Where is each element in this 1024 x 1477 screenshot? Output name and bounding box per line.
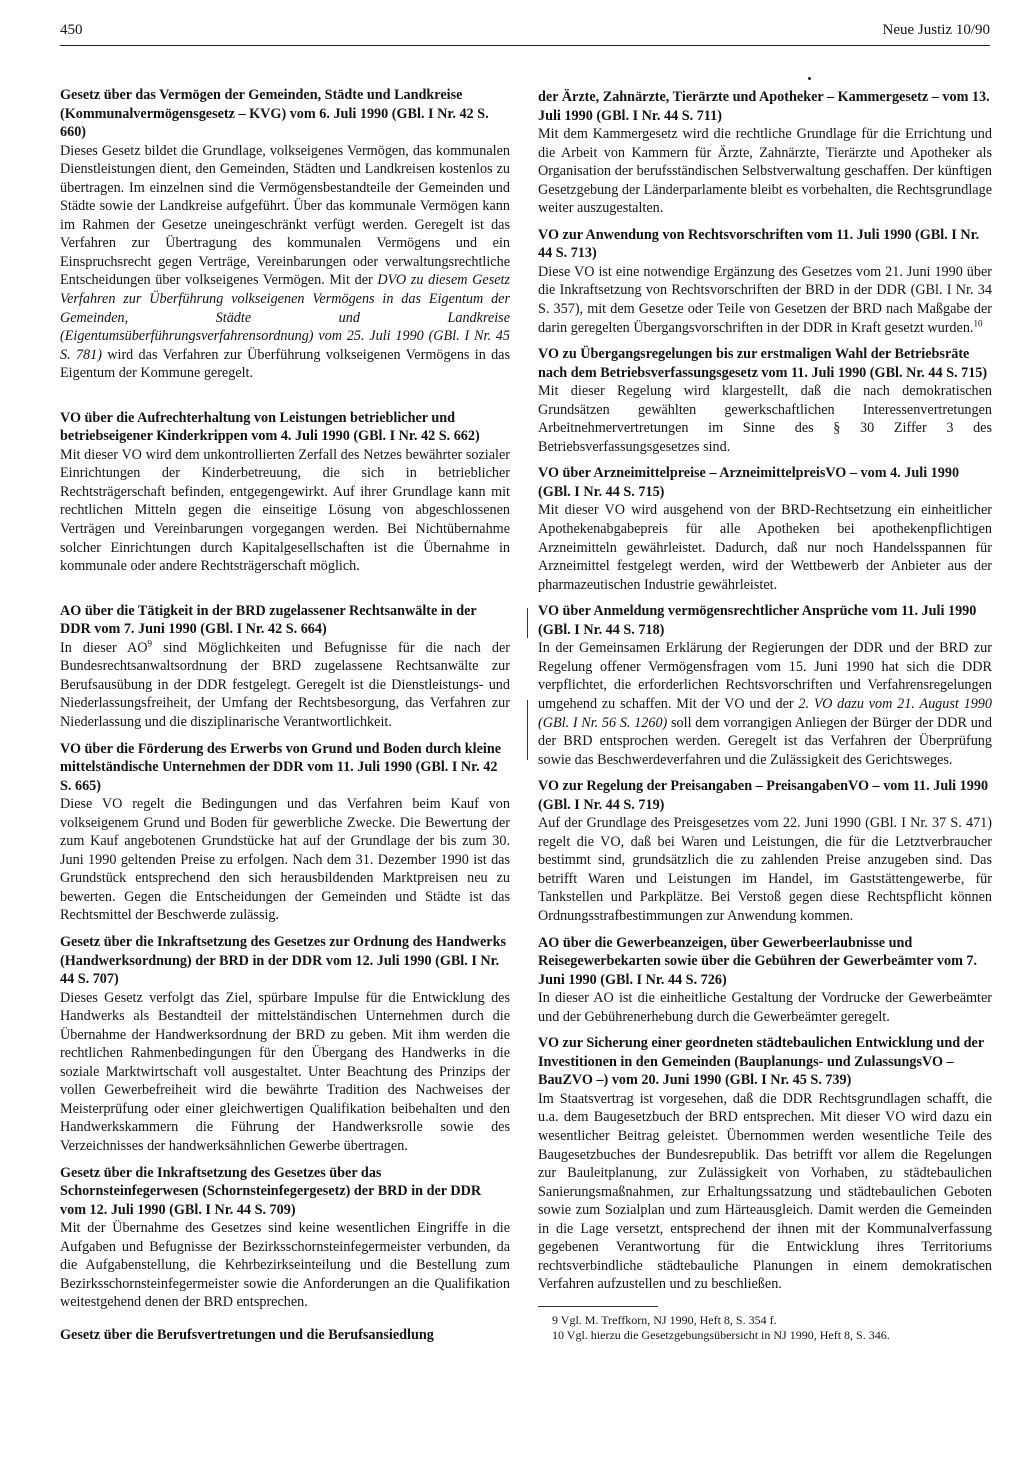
article-body: In der Gemeinsamen Erklärung der Regierungen der DDR und der BRD zur Regelung offener Vermögensfragen vom 15. Juni 1990 hat sich die DDR verpflichtet, die erforderlichen Rechtsvorschriften und Verfahrensregelungen umgehend zu schaffen. Mit der VO und der 2. VO dazu vom 21. August 1990 (GBl. I Nr. 56 S. 1260) soll dem vorrangigen Anliegen der Bürger der DDR und der BRD entsprochen werden. Geregelt ist das Verfahren der Überprüfung sowie das Beschwerdeverfahren und die Zulässigkeit des Gerichtsweges. (538, 640, 992, 768)
article-body: Mit dieser VO wird ausgehend von der BRD-Rechtsetzung ein einheitlicher Apothekenabgabepreis für alle Apotheken bei apothekenpflichtigen Arzneimitteln gewährleistet. Dadurch, daß nur noch Handelsspannen für Arzneimittel festgelegt werden, wird der Wettbewerb der Anbieter aus der pharmazeutischen Industrie gewährleistet. (538, 502, 992, 593)
page-number: 450 (60, 22, 83, 38)
article-heading: Gesetz über das Vermögen der Gemeinden, Städte und Landkreise (Kommunalvermögensgesetz – KVG) vom 6. Juli 1990 (GBl. I Nr. 42 S. 660) (60, 87, 489, 141)
article-arzneimittelpreise (538, 464, 992, 594)
footnotes (538, 1313, 992, 1343)
article-heading: AO über die Tätigkeit in der BRD zugelassener Rechtsanwälte in der DDR vom 7. Juni 1990 (GBl. I Nr. 42 S. 664) (60, 602, 477, 638)
article-kinderkrippen (60, 409, 510, 576)
article-handwerksordnung (60, 933, 510, 1156)
article-schornsteinfeger (60, 1164, 510, 1312)
running-header (60, 22, 990, 46)
article-rechtsvorschriften (538, 226, 992, 337)
article-body: Diese VO regelt die Bedingungen und das Verfahren beim Kauf von volkseigenem Grund und Boden für gewerbliche Zwecke. Die Bewertung der zum Kauf angebotenen Grundstücke hat auf der Grundlage der bis zum 30. Juni 1990 geltenden Preise zu erfolgen. Nach dem 31. Dezember 1990 ist das Grundstück entsprechend den sich herausbildenden Marktpreisen neu zu bewerten. Gegen die Entscheidungen der Gemeinden und Städte ist das Rechtsmittel der Beschwerde zulässig. (60, 796, 510, 924)
article-heading: VO über Anmeldung vermögensrechtlicher Ansprüche vom 11. Juli 1990 (GBl. I Nr. 44 S. 718) (538, 603, 977, 638)
article-heading: Gesetz über die Inkraftsetzung des Gesetzes über das Schornsteinfegerwesen (Schornsteinfegergesetz) der BRD in der DDR vom 12. Juli 1990 (GBl. I Nr. 44 S. 709) (60, 1164, 482, 1218)
article-body: Dieses Gesetz verfolgt das Ziel, spürbare Impulse für die Entwicklung des Handwerks als Bestandteil der mittelständischen Unternehmen durch die Übernahme der Handwerksordnung der BRD zu geben. Mit ihm werden die rechtlichen Rahmenbedingungen für den Übergang des Handwerks in die soziale Marktwirtschaft voll ausgestaltet. Unter Beachtung des Prinzips der vollen Gewerbefreiheit wird die bewährte Tradition des Nachweises der Meisterprüfung oder einer gleichwertigen Qualifikation beibehalten und den Handwerkskammern die Führung der Handwerksrolle sowie des Verzeichnisses der handwerksähnlichen Gewerbe übertragen. (60, 989, 510, 1154)
right-column (538, 88, 992, 1343)
article-heading: der Ärzte, Zahnärzte, Tierärzte und Apotheker – Kammergesetz – vom 13. Juli 1990 (GBl. I Nr. 44 S. 711) (538, 89, 990, 124)
article-kammergesetz (538, 88, 992, 218)
article-body: Auf der Grundlage des Preisgesetzes vom 22. Juni 1990 (GBl. I Nr. 37 S. 471) regelt die VO, daß bei Waren und Leistungen, die für die Letztverbraucher bestimmt sind, grundsätzlich die zu zahlenden Preise anzugeben sind. Das betrifft Waren und Leistungen im Handel, im Gaststättengewerbe, für Tankstellen und Parkplätze. Bei Verstoß gegen diese Rechtspflicht können Ordnungsstrafbestimmungen zur Anwendung kommen. (538, 815, 992, 924)
article-heading: VO zur Regelung der Preisangaben – PreisangabenVO – vom 11. Juli 1990 (GBl. I Nr. 44 S. 719) (538, 778, 989, 813)
article-berufsvertretungen (60, 1326, 510, 1345)
article-grund-und-boden (60, 740, 510, 925)
article-body: Diese VO ist eine notwendige Ergänzung des Gesetzes vom 21. Juni 1990 über die Inkraftsetzung von Rechtsvorschriften der BRD in der DDR (GBl. I Nr. 34 S. 357), mit dem Gesetze oder Teile von Gesetzen der BRD nach Maßgabe der darin geregelten Übergangsvorschriften in der DDR in Kraft gesetzt wurden.$^{10}$ (538, 263, 992, 336)
article-betriebsraete (538, 345, 992, 456)
article-body: In dieser $AO^9$ sind Möglichkeiten und Befugnisse für die nach der Bundesrechtsanwaltsordnung der BRD zugelassene Rechtsanwälte zur Berufsausübung in der DDR festgelegt. Geregelt ist die Dienstleistungs- und Niederlassungsfreiheit, der Umfang der Rechtsbesorgung, das Verfahren zur Niederlassung und die disziplinarische Verantwortlichkeit. (60, 638, 510, 730)
article-body: Mit der Übernahme des Gesetzes sind keine wesentlichen Eingriffe in die Aufgaben und Befugnisse der Bezirksschornsteinfegermeister verbunden, da die Aufgabenstellung, die Kehrbezirkseinteilung und die Bestellung zum Bezirksschornsteinfegermeister sowie die Anforderungen an die Qualifikation weitestgehend denen der BRD entsprechen. (60, 1220, 510, 1311)
article-vermoegensansprueche (538, 602, 992, 769)
article-gewerbeanzeigen (538, 934, 992, 1027)
article-body: Dieses Gesetz bildet die Grundlage, volkseigenes Vermögen, das kommunalen Dienstleistungen dient, den Gemeinden, Städten und Landkreisen kostenlos zu übertragen. Im einzelnen sind die Vermögensbestandteile der Gemeinden und Städte sowie der Landkreise aufgeführt. Über das kommunale Vermögen kann im Rahmen der Gesetze uneingeschränkt verfügt werden. Geregelt ist das Verfahren zur Übertragung des kommunalen Vermögens und ein Einspruchsrecht gegen Verträge, Vereinbarungen oder verwaltungsrechtliche Entscheidungen über volkseigenes Vermögen. Mit der DVO zu diesem Gesetz Verfahren zur Überführung volkseigenen Vermögens in das Eigentum der Gemeinden, Städte und Landkreise (Eigentumsüberführungsverfahrensordnung) vom 25. Juli 1990 (GBl. I Nr. 45 S. 781) wird das Verfahren zur Überführung volkseigenen Vermögens in das Eigentum der Kommune geregelt. (60, 142, 510, 382)
footnote-ref: 9 (147, 638, 153, 649)
margin-mark (527, 700, 528, 760)
article-heading: VO zu Übergangsregelungen bis zur erstmaligen Wahl der Betriebsräte nach dem Betriebsverfassungsgesetz vom 11. Juli 1990 (GBl. Nr. 44 S. 715) (538, 346, 988, 381)
article-heading: VO zur Sicherung einer geordneten städtebaulichen Entwicklung und der Investitionen in den Gemeinden (Bauplanungs- und ZulassungsVO – BauZVO –) vom 20. Juni 1990 (GBl. I Nr. 45 S. 739) (538, 1035, 984, 1089)
article-body: In dieser AO ist die einheitliche Gestaltung der Vordrucke der Gewerbeämter und der Gebührenerhebung durch die Gewerbeämter geregelt. (538, 990, 992, 1025)
left-column (60, 86, 510, 1344)
footnote-10: 10 Vgl. hierzu die Gesetzgebungsübersicht in NJ 1990, Heft 8, S. 346. (552, 1327, 890, 1342)
article-body: Im Staatsvertrag ist vorgesehen, daß die DDR Rechtsgrundlagen schafft, die u.a. dem Baugesetzbuch der BRD entsprechen. Mit dieser VO wird dazu ein wesentlicher Beitrag geleistet. Übernommen werden wesentliche Teile des Baugesetzbuches der Bundesrepublik. Das betrifft vor allem die Regelungen zur Bauleitplanung, zur Zulässigkeit von Vorhaben, zu städtebaulichen Sanierungsmaßnahmen, zur Erhaltungssatzung und städtebaulichen Geboten sowie zum Sozialplan und zum Härteausgleich. Damit werden die Gemeinden in die Lage versetzt, entsprechend der ihnen mit der Kommunalverfassung gegebenen Verantwortung für die Entwicklung ihres Territoriums rechtsverbindliche städtebauliche Planungen in einem demokratischen Verfahren aufzustellen und zu beschließen. (538, 1090, 992, 1293)
article-heading: Gesetz über die Berufsvertretungen und die Berufsansiedlung (60, 1326, 434, 1343)
footnote-9: 9 Vgl. M. Treffkorn, NJ 1990, Heft 8, S. 354 f. (552, 1312, 777, 1327)
article-heading: VO über die Förderung des Erwerbs von Grund und Boden durch kleine mittelständische Unternehmen der DDR vom 11. Juli 1990 (GBl. I Nr. 42 S. 665) (60, 740, 502, 794)
header-rule (60, 45, 990, 46)
article-body: Mit dieser VO wird dem unkontrollierten Zerfall des Netzes bewährter sozialer Einrichtungen der Kinderbetreuung, die sich in betrieblicher Rechtsträgerschaft befinden, entgegengewirkt. Auf ihrer Grundlage kann mit rechtlichen Mitteln gegen die einseitige Lösung von abgeschlossenen Verträgen und Vereinbarungen vorgegangen werden. Bei Nichtübernahme solcher Einrichtungen durch Kapitalgesellschaften ist die Übernahme in kommunale oder andere Rechtsträgerschaft möglich. (60, 446, 510, 575)
print-speck (808, 77, 811, 80)
article-kvg (60, 86, 510, 383)
article-preisangaben (538, 777, 992, 925)
article-heading: VO zur Anwendung von Rechtsvorschriften vom 11. Juli 1990 (GBl. I Nr. 44 S. 713) (538, 226, 980, 262)
article-heading: AO über die Gewerbeanzeigen, über Gewerbeerlaubnisse und Reisegewerbekarten sowie über die Gebühren der Gewerbeämter vom 7. Juni 1990 (GBl. I Nr. 44 S. 726) (538, 934, 978, 988)
article-body: Mit dieser Regelung wird klargestellt, daß die nach demokratischen Grundsätzen gewählten gewerkschaftlichen Interessenvertretungen Arbeitnehmervertretungen im Sinne des § 30 Ziffer 3 des Betriebsverfassungsgesetzes sind. (538, 383, 992, 455)
article-heading: VO über die Aufrechterhaltung von Leistungen betrieblicher und betriebseigener Kinderkrippen vom 4. Juli 1990 (GBl. I Nr. 42 S. 662) (60, 409, 480, 445)
footnote-ref: 10 (973, 317, 983, 328)
margin-mark (527, 608, 528, 638)
article-rechtsanwaelte (60, 602, 510, 732)
article-body: Mit dem Kammergesetz wird die rechtliche Grundlage für die Errichtung und die Arbeit von Kammern für Ärzte, Zahnärzte, Tierärzte und Apotheker als Organisation der berufsständischen Selbstverwaltung geschaffen. Der künftigen Gesetzgebung der Länderparlamente bleibt es vorbehalten, die Rechtsgrundlage weiter auszugestalten. (538, 126, 992, 217)
article-heading: VO über Arzneimittelpreise – ArzneimittelpreisVO – vom 4. Juli 1990 (GBl. I Nr. 44 S. 715) (538, 465, 960, 500)
footnote-rule (538, 1306, 658, 1307)
journal-issue: Neue Justiz 10/90 (882, 22, 990, 38)
article-heading: Gesetz über die Inkraftsetzung des Gesetzes zur Ordnung des Handwerks (Handwerksordnung) der BRD in der DDR vom 12. Juli 1990 (GBl. I Nr. 44 S. 707) (60, 933, 506, 988)
article-bauzvo (538, 1034, 992, 1294)
